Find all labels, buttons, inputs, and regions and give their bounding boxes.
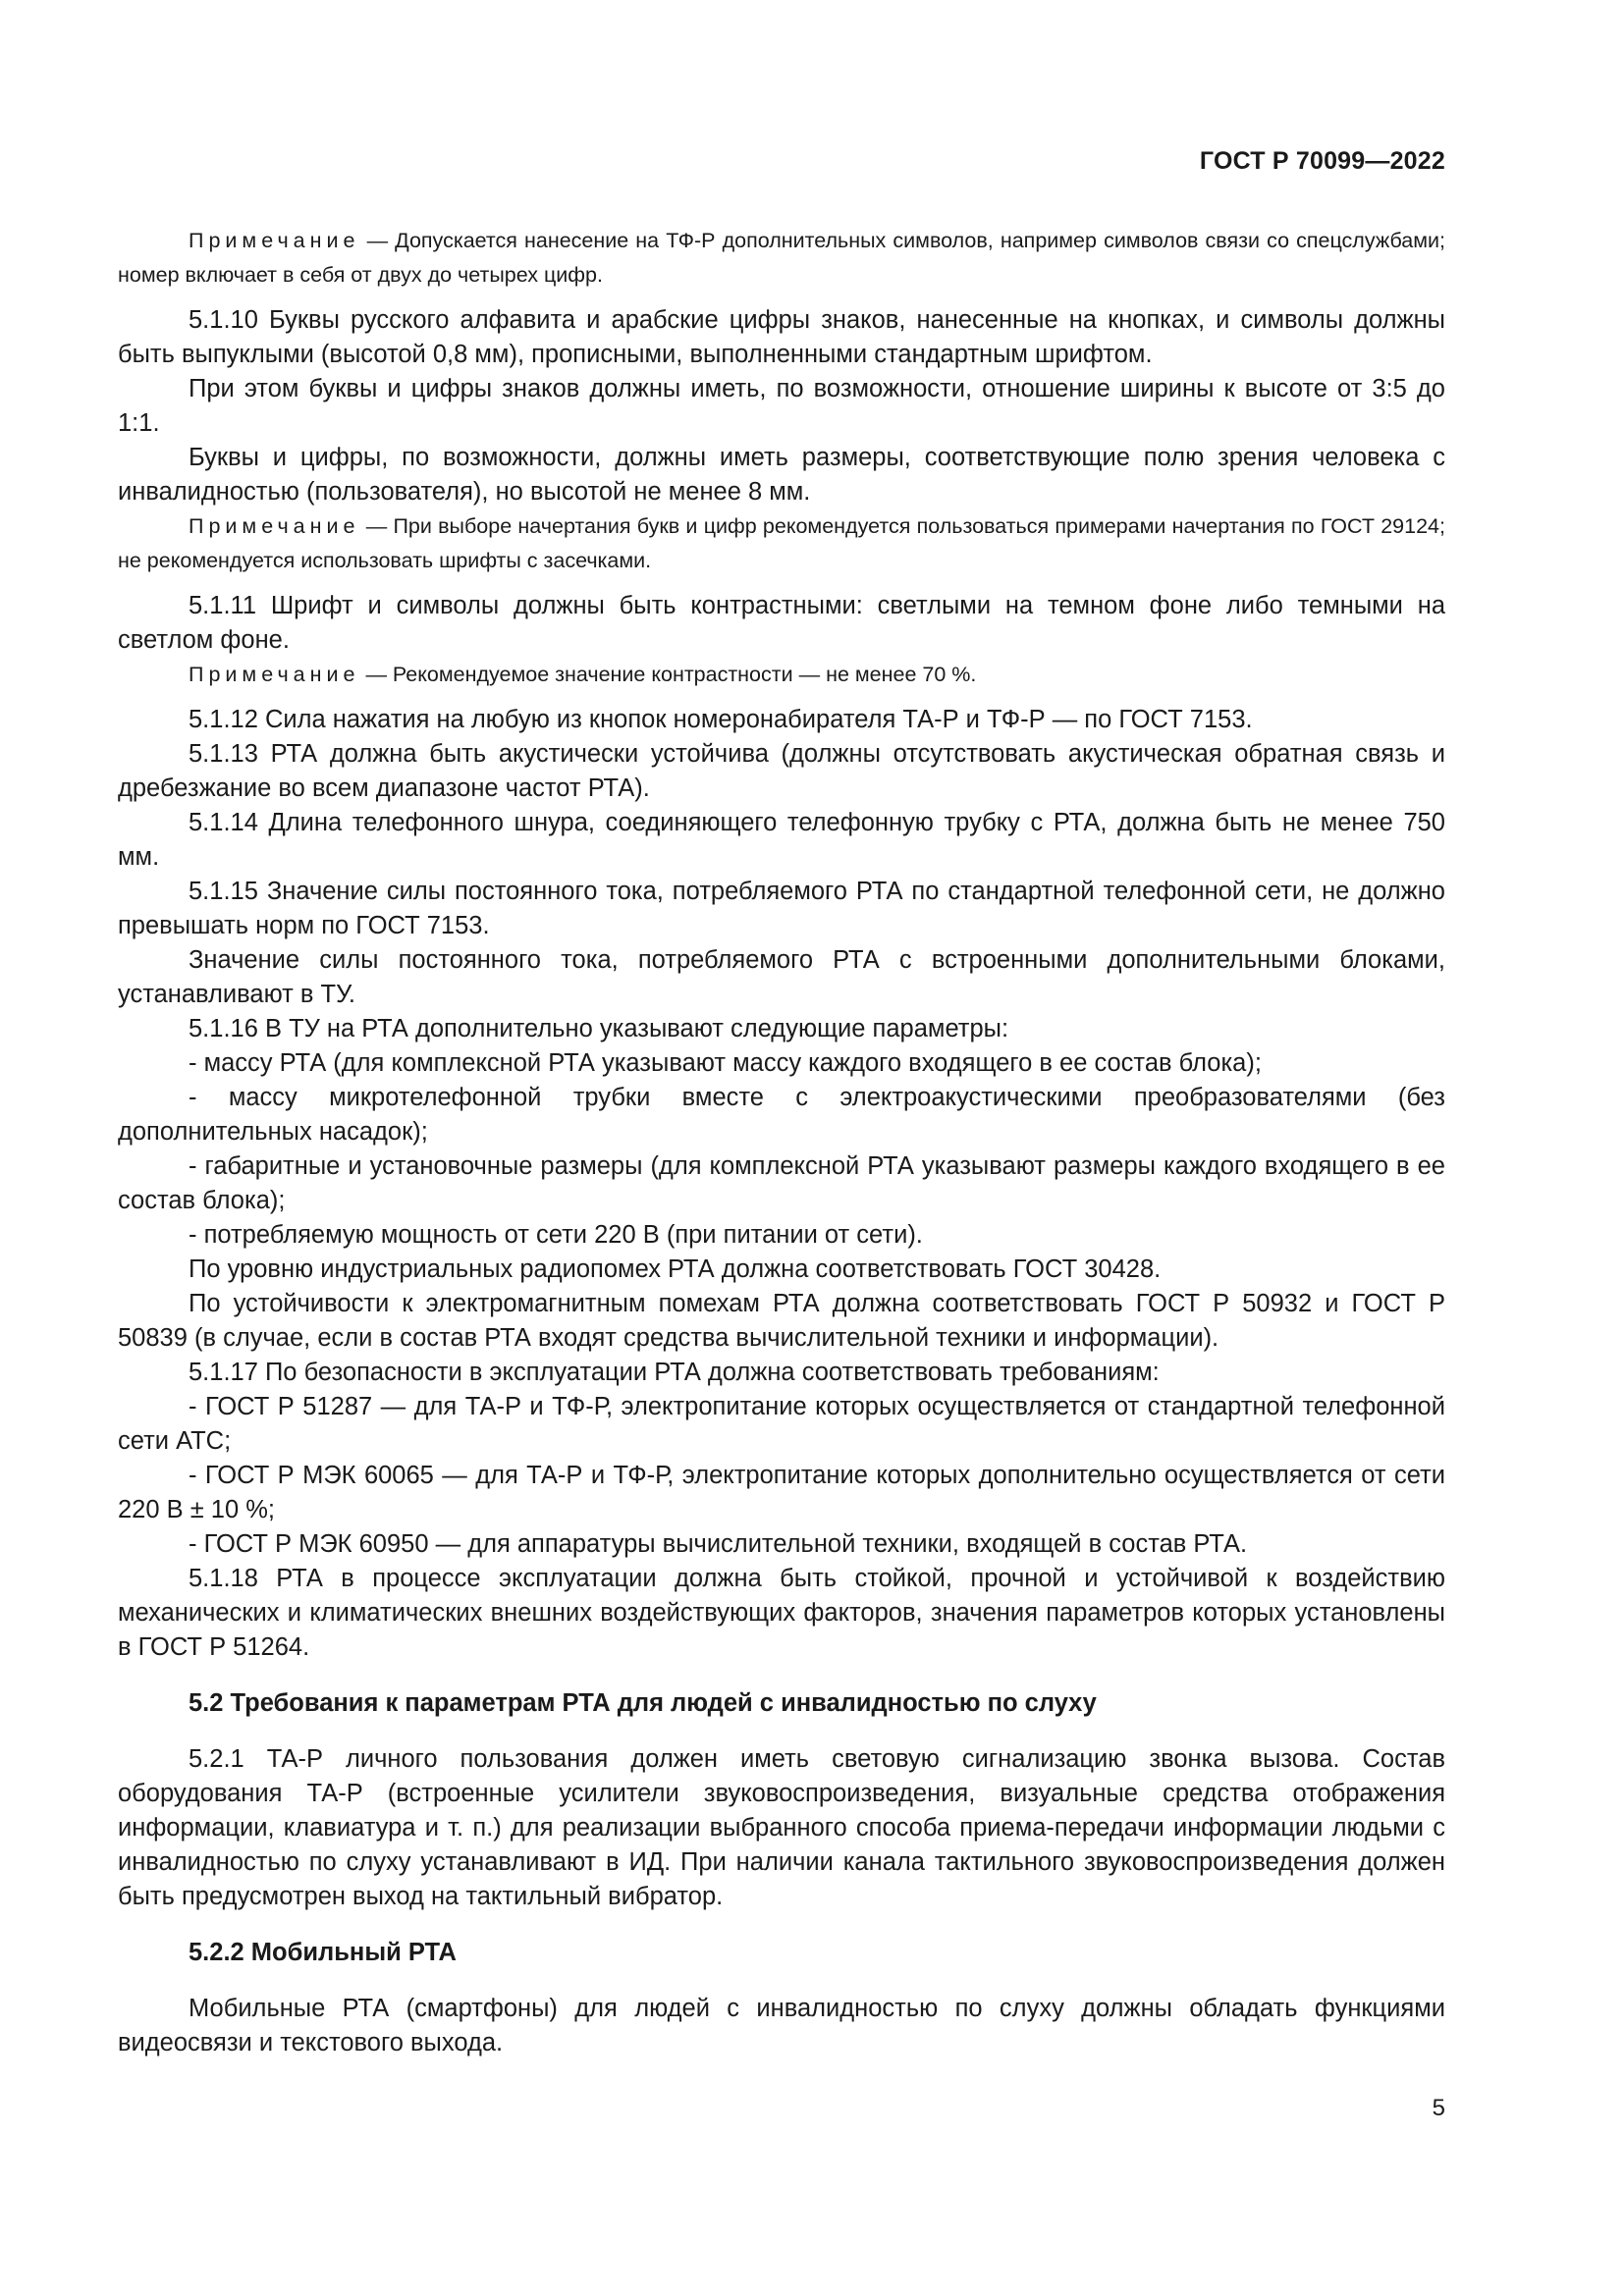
- paragraph-5-1-17: 5.1.17 По безопасности в эксплуатации РТА должна соответствовать требованиям:: [189, 1359, 1160, 1386]
- list-item-gost-51287: - ГОСТ Р 51287 — для ТА-Р и ТФ-Р, электропитание которых осуществляется от стандартной телефонной сети АТС;: [118, 1393, 1445, 1455]
- paragraph-5-1-10: 5.1.10 Буквы русского алфавита и арабские цифры знаков, нанесенные на кнопках, и символы должны быть выпуклыми (высотой 0,8 мм), прописными, выполненными стандартным шрифтом.: [118, 306, 1445, 368]
- list-item-gost-60065: - ГОСТ Р МЭК 60065 — для ТА-Р и ТФ-Р, электропитание которых дополнительно осуществляется от сети 220 В ± 10 %;: [118, 1462, 1445, 1523]
- paragraph-5-1-15: 5.1.15 Значение силы постоянного тока, потребляемого РТА по стандартной телефонной сети, не должно превышать норм по ГОСТ 7153.: [118, 878, 1445, 939]
- paragraph-5-1-14: 5.1.14 Длина телефонного шнура, соединяющего телефонную трубку с РТА, должна быть не менее 750 мм.: [118, 809, 1445, 871]
- note-3: [118, 658, 1445, 692]
- paragraph-5-2-1: 5.2.1 ТА-Р личного пользования должен иметь световую сигнализацию звонка вызова. Состав оборудования ТА-Р (встроенные усилители звуковоспроизведения, визуальные средства отображения информации, клавиатура и т. п.) для реализации выбранного способа приема-передачи информации людьми с инвалидностью по слуху устанавливают в ИД. При наличии канала тактильного звуковоспроизведения должен быть предусмотрен выход на тактильный вибратор.: [118, 1745, 1445, 1910]
- page-number: 5: [1432, 2095, 1445, 2121]
- note-2: [118, 509, 1445, 578]
- paragraph-5-1-16: 5.1.16 В ТУ на РТА дополнительно указывают следующие параметры:: [189, 1015, 1009, 1042]
- paragraph-5-1-10-ratio: При этом буквы и цифры знаков должны иметь, по возможности, отношение ширины к высоте от 3:5 до 1:1.: [118, 375, 1445, 437]
- section-heading-5-2-2: 5.2.2 Мобильный РТА: [189, 1939, 457, 1966]
- list-item-gost-60950: - ГОСТ Р МЭК 60950 — для аппаратуры вычислительной техники, входящей в состав РТА.: [189, 1530, 1248, 1558]
- note-1: [118, 224, 1445, 293]
- paragraph-emc: По устойчивости к электромагнитным помехам РТА должна соответствовать ГОСТ Р 50932 и ГОСТ Р 50839 (в случае, если в состав РТА входят средства вычислительной техники и информации).: [118, 1290, 1445, 1352]
- paragraph-5-1-11: 5.1.11 Шрифт и символы должны быть контрастными: светлыми на темном фоне либо темными на светлом фоне.: [118, 592, 1445, 654]
- paragraph-5-1-13: 5.1.13 РТА должна быть акустически устойчива (должны отсутствовать акустическая обратная связь и дребезжание во всем диапазоне частот РТА).: [118, 740, 1445, 802]
- paragraph-5-1-18: 5.1.18 РТА в процессе эксплуатации должна быть стойкой, прочной и устойчивой к воздействию механических и климатических внешних воздействующих факторов, значения параметров которых установлены в ГОСТ Р 51264.: [118, 1565, 1445, 1661]
- paragraph-5-2-2: Мобильные РТА (смартфоны) для людей с инвалидностью по слуху должны обладать функциями видеосвязи и текстового выхода.: [118, 1995, 1445, 2056]
- paragraph-5-1-10-size: Буквы и цифры, по возможности, должны иметь размеры, соответствующие полю зрения человека с инвалидностью (пользователя), но высотой не менее 8 мм.: [118, 444, 1445, 506]
- document-body: [118, 224, 1445, 2060]
- document-code-header: ГОСТ Р 70099—2022: [1199, 147, 1445, 175]
- note-3-text: — Рекомендуемое значение контрастности — не менее 70 %.: [365, 663, 977, 686]
- paragraph-5-1-12: 5.1.12 Сила нажатия на любую из кнопок номеронабирателя ТА-Р и ТФ-Р — по ГОСТ 7153.: [189, 706, 1253, 733]
- note-label: Примечание: [189, 514, 360, 538]
- list-item-handset-mass: - массу микротелефонной трубки вместе с электроакустическими преобразователями (без дополнительных насадок);: [118, 1084, 1445, 1146]
- note-label: Примечание: [189, 229, 360, 252]
- paragraph-radio-interference: По уровню индустриальных радиопомех РТА должна соответствовать ГОСТ 30428.: [189, 1255, 1162, 1283]
- note-2-text: — При выборе начертания букв и цифр рекомендуется пользоваться примерами начертания по ГОСТ 29124; не рекомендуется использовать шрифты с засечками.: [118, 514, 1445, 572]
- list-item-power: - потребляемую мощность от сети 220 В (при питании от сети).: [189, 1221, 923, 1249]
- list-item-mass: - массу РТА (для комплексной РТА указывают массу каждого входящего в ее состав блока);: [189, 1049, 1262, 1077]
- paragraph-5-1-15-extra: Значение силы постоянного тока, потребляемого РТА с встроенными дополнительными блоками, устанавливают в ТУ.: [118, 946, 1445, 1008]
- section-heading-5-2: 5.2 Требования к параметрам РТА для людей с инвалидностью по слуху: [189, 1689, 1097, 1717]
- note-1-text: — Допускается нанесение на ТФ-Р дополнительных символов, например символов связи со спецслужбами; номер включает в себя от двух до четырех цифр.: [118, 229, 1445, 287]
- list-item-dimensions: - габаритные и установочные размеры (для комплексной РТА указывают размеры каждого входящего в ее состав блока);: [118, 1152, 1445, 1214]
- note-label: Примечание: [189, 663, 360, 686]
